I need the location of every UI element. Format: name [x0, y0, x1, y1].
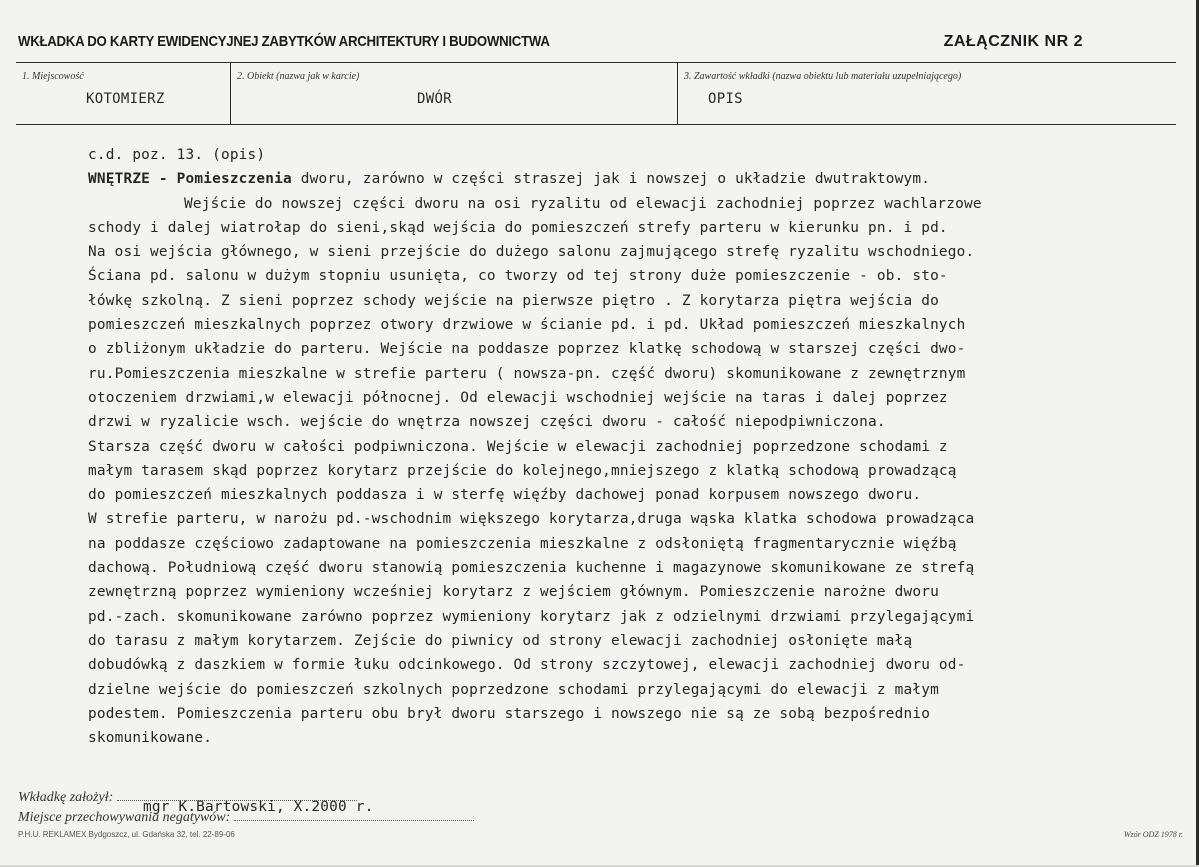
field-label: 2. Obiekt (nazwa jak w karcie) [237, 71, 360, 82]
dotted-line [234, 810, 474, 821]
form-code: Wzór ODZ 1978 r. [1123, 830, 1183, 839]
text-line: dobudówką z daszkiem w formie łuku odcinkowego. Od strony szczytowej, elewacji zachodniej dworu od- [88, 657, 966, 674]
text-line: dworu, zarówno w części straszej jak i nowszej o układzie dwutraktowym. [291, 171, 931, 188]
reference-line: c.d. poz. 13. (opis) [88, 147, 266, 163]
text-line: podestem. Pomieszczenia parteru obu brył dworu starszego i nowszego nie są ze sobą bezpośrednio [88, 705, 931, 722]
inserted-by-value: mgr K.Bartowski, X.2000 r. [143, 799, 374, 815]
field-value: OPIS [708, 91, 743, 107]
field-contents [678, 63, 1176, 124]
text-line: na poddasze częściowo zadaptowane na pomieszczenia mieszkalne z odsłoniętą fragmentarycznie więźbą [88, 535, 957, 552]
text-line: do pomieszczeń mieszkalnych poddasza i w sterfę więźby dachowej ponad korpusem nowszego dworu. [88, 487, 922, 504]
text-line: Ściana pd. salonu w dużym stopniu usunięta, co tworzy od tej strony duże pomieszczenie - ob. sto- [88, 268, 948, 285]
text-line: łówkę szkolną. Z sieni poprzez schody wejście na pierwsze piętro . Z korytarza piętra wejścia do [88, 292, 939, 309]
field-value: KOTOMIERZ [86, 91, 165, 107]
text-line: dachową. Południową część dworu stanowią pomieszczenia kuchenne i magazynowe skomunikowane ze strefą [88, 560, 975, 577]
metadata-table [16, 62, 1176, 125]
inserted-by-label: Wkładkę założył: [18, 790, 114, 805]
annex-number: ZAŁĄCZNIK NR 2 [943, 33, 1083, 50]
text-line: dzielne wejście do pomieszczeń szkolnych poprzedzone schodami przylegającymi do elewacji z małym [88, 681, 939, 698]
field-label: 1. Miejscowość [22, 71, 84, 82]
text-line: Na osi wejścia głównego, w sieni przejście do dużego salonu zajmującego strefę ryzalitu wschodniego. [88, 244, 975, 261]
text-line: małym tarasem skąd poprzez korytarz przejście do kolejnego,mniejszego z klatką schodową prowadzącą [88, 462, 957, 479]
text-line: pd.-zach. skomunikowane zarówno poprzez wymieniony korytarz jak z odzielnymi drzwiami przylegającymi [88, 608, 975, 625]
field-value: DWÓR [417, 91, 452, 107]
section-heading: WNĘTRZE - Pomieszczenia [88, 171, 292, 188]
field-object [231, 63, 678, 124]
text-line: o zbliżonym układzie do parteru. Wejście na poddasze poprzez klatkę schodową w starszej części dwo- [88, 341, 966, 358]
text-line: Starsza część dworu w całości podpiwniczona. Wejście w elewacji zachodniej poprzedzone schodami z [88, 438, 948, 455]
text-line: do tarasu z małym korytarzem. Zejście do piwnicy od strony elewacji zachodniej osłonięte małą [88, 632, 913, 649]
text-line: Wejście do nowszej części dworu na osi ryzalitu od elewacji zachodniej poprzez wachlarzowe [184, 195, 982, 212]
negatives-location-row [18, 810, 474, 826]
field-label: 3. Zawartość wkładki (nazwa obiektu lub materiału uzupełniającego) [684, 71, 962, 82]
text-line: ru.Pomieszczenia mieszkalne w strefie parteru ( nowsza-pn. część dworu) skomunikowane z zewnętrznym [88, 365, 966, 382]
text-line: otoczeniem drzwiami,w elewacji północnej. Od elewacji wschodniej wejście na taras i dalej poprzez [88, 389, 948, 406]
text-line: pomieszczeń mieszkalnych poprzez otwory drzwiowe w ścianie pd. i pd. Układ pomieszczeń mieszkalnych [88, 317, 966, 334]
heading-line [88, 167, 1098, 191]
text-line: W strefie parteru, w narożu pd.-wschodnim większego korytarza,druga wąska klatka schodowa prowadząca [88, 511, 975, 528]
negatives-location-label: Miejsce przechowywania negatywów: [18, 810, 231, 825]
form-title: WKŁADKA DO KARTY EWIDENCYJNEJ ZABYTKÓW ARCHITEKTURY I BUDOWNICTWA [18, 33, 550, 50]
text-line: zewnętrzną poprzez wymieniony wcześniej korytarz z wejściem głównym. Pomieszczenie narożne dworu [88, 584, 939, 601]
text-line: skomunikowane. [88, 730, 213, 747]
printer-imprint: P.H.U. REKLAMEX Bydgoszcz, ul. Gdańska 32, tel. 22-89-06 [18, 830, 235, 839]
description-text [88, 143, 1098, 750]
field-locality [16, 63, 231, 124]
text-line: schody i dalej wiatrołap do sieni,skąd wejścia do pomieszczeń strefy parteru w kierunku pn. i pd. [88, 219, 948, 236]
text-line: drzwi w ryzalicie wsch. wejście do wnętrza nowszej części dworu - całość niepodpiwniczona. [88, 414, 886, 431]
